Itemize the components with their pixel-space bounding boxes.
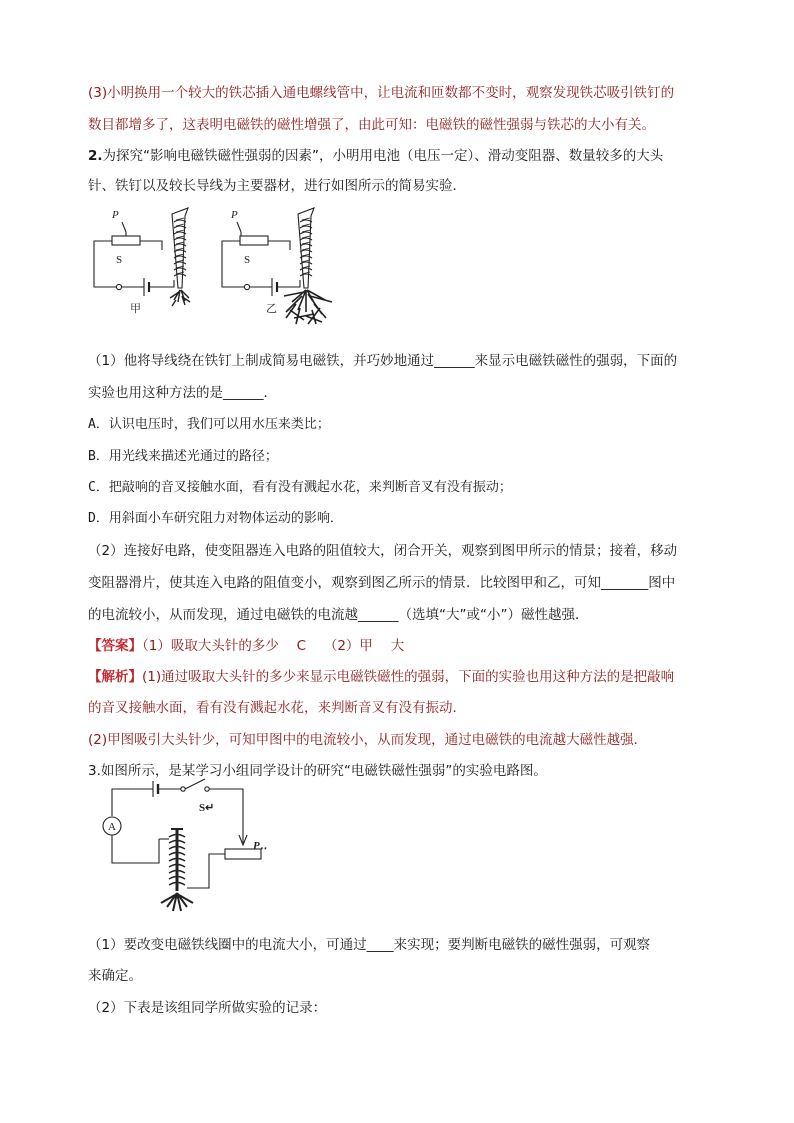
option-c: C．把敲响的音叉接触水面，看有没有溅起水花，来判断音叉有没有振动； xyxy=(88,480,512,495)
fig-label-yi: 乙 xyxy=(266,303,277,315)
analysis-line: (2)甲图吸引大头针少，可知甲图中的电流较小，从而发现，通过电磁铁的电流越大磁性越强． xyxy=(88,732,648,748)
fig-label-s: S xyxy=(244,254,251,266)
analysis-line xyxy=(88,667,708,687)
question-2-sub1-line: 实验也用这种方法的是______． xyxy=(88,385,277,401)
answer-line xyxy=(88,636,708,656)
fig-label-p: P xyxy=(231,209,238,221)
option-d: D．用斜面小车研究阻力对物体运动的影响． xyxy=(88,511,343,526)
question-2-line xyxy=(88,146,708,166)
analysis-tag: 【解析】 xyxy=(88,669,142,685)
question-2-sub2-line: 变阻器滑片，使其连入电路的阻值变小，观察到图乙所示的情景．比较图甲和乙，可知_______图中 xyxy=(88,575,676,591)
question-3-sub1-line: 来确定。 xyxy=(88,968,142,984)
switch-label: S↵ xyxy=(199,802,215,814)
option-a: A．认识电压时，我们可以用水压来类比； xyxy=(88,417,330,432)
fig-label-s: S xyxy=(116,254,123,266)
figure-jia-yi xyxy=(90,200,360,340)
slider-label: P‥ xyxy=(253,840,268,852)
fig-label-p: P xyxy=(112,209,119,221)
analysis-text: (1)通过吸取大头针的多少来显示电磁铁磁性的强弱，下面的实验也用这种方法的是把敲响 xyxy=(142,669,675,685)
question-text: 为探究“影响电磁铁磁性强弱的因素”，小明用电池（电压一定）、滑动变阻器、数量较多的大头 xyxy=(102,148,664,164)
ammeter-label: A xyxy=(108,821,116,833)
answer-tag: 【答案】 xyxy=(88,638,142,654)
option-b: B．用光线来描述光通过的路径； xyxy=(88,449,278,464)
answer-text: （1）吸取大头针的多少 C （2）甲 大 xyxy=(142,638,405,654)
question-2-sub2-line: 的电流较小，从而发现，通过电磁铁的电流越______（选填“大”或“小”）磁性越强． xyxy=(88,607,589,623)
question-3-sub1-line: （1）要改变电磁铁线圈中的电流大小，可通过____来实现；要判断电磁铁的磁性强弱，可观察 xyxy=(88,937,651,953)
figure-q3-circuit xyxy=(95,783,285,923)
question-number: 2. xyxy=(88,148,103,164)
question-3-sub2-line: （2）下表是该组同学所做实验的记录： xyxy=(88,1000,327,1016)
paragraph-line: (3)小明换用一个较大的铁芯插入通电螺线管中，让电流和匝数都不变时，观察发现铁芯吸引铁钉的 xyxy=(88,85,675,101)
paragraph-line: 数目都增多了，这表明电磁铁的磁性增强了，由此可知：电磁铁的磁性强弱与铁芯的大小有关。 xyxy=(88,117,655,133)
question-2-sub1-line: （1）他将导线绕在铁钉上制成简易电磁铁，并巧妙地通过______来显示电磁铁磁性的强弱，下面的 xyxy=(88,353,678,369)
fig-label-jia: 甲 xyxy=(130,303,141,315)
question-3-line: 3.如图所示，是某学习小组同学设计的研究“电磁铁磁性强弱”的实验电路图。 xyxy=(88,763,547,779)
question-2-line: 针、铁钉以及较长导线为主要器材，进行如图所示的简易实验． xyxy=(88,178,466,194)
question-2-sub2-line: （2）连接好电路，使变阻器连入电路的阻值较大，闭合开关，观察到图甲所示的情景；接着，移动 xyxy=(88,543,678,559)
analysis-line: 的音叉接触水面，看有没有溅起水花，来判断音叉有没有振动． xyxy=(88,700,466,716)
